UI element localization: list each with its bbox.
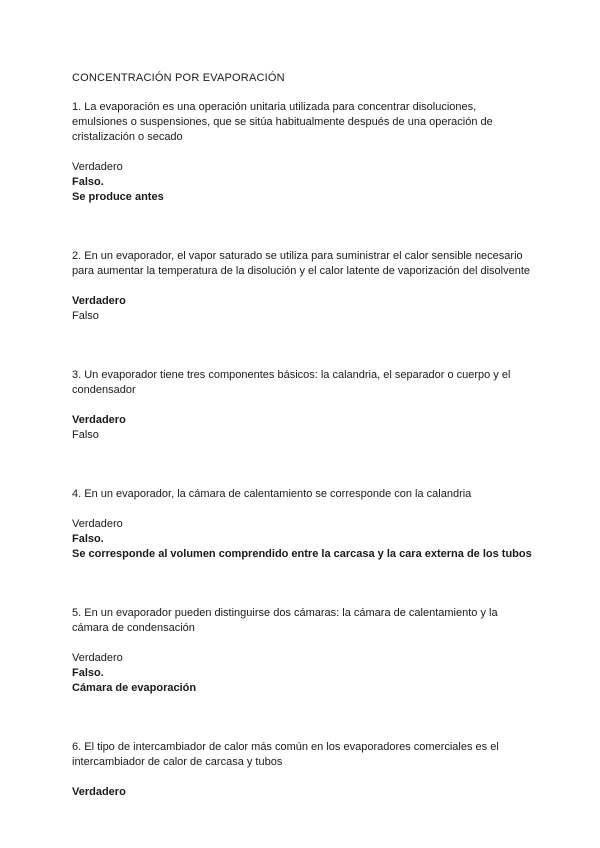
- option-true: Verdadero: [72, 652, 123, 664]
- question-6: [72, 740, 532, 800]
- question-1: [72, 100, 532, 205]
- question-2: [72, 249, 532, 324]
- question-text: 6. El tipo de intercambiador de calor más común en los evaporadores comerciales es el intercambiador de calor de carcasa y tubos: [72, 741, 499, 768]
- spacer: [72, 577, 532, 606]
- spacer: [72, 220, 532, 249]
- question-4: [72, 487, 532, 562]
- question-text: 3. Un evaporador tiene tres componentes básicos: la calandria, el separador o cuerpo y el condensador: [72, 369, 511, 396]
- spacer: [72, 711, 532, 740]
- option-true-answer: Verdadero: [72, 786, 126, 798]
- option-false-answer: Falso.: [72, 533, 104, 545]
- option-false: Falso: [72, 310, 99, 322]
- question-text: 4. En un evaporador, la cámara de calentamiento se corresponde con la calandria: [72, 488, 472, 500]
- document-page: [72, 71, 532, 815]
- question-text: 2. En un evaporador, el vapor saturado se utiliza para suministrar el calor sensible necesario para aumentar la temperatura de la disolución y el calor latente de vaporización del disolvente: [72, 250, 530, 277]
- spacer: [72, 339, 532, 368]
- option-false: Falso: [72, 429, 99, 441]
- answer-note: Se produce antes: [72, 191, 164, 203]
- option-true: Verdadero: [72, 518, 123, 530]
- option-true: Verdadero: [72, 161, 123, 173]
- question-5: [72, 606, 532, 696]
- question-text: 1. La evaporación es una operación unitaria utilizada para concentrar disoluciones, emulsiones o suspensiones, que se sitúa habitualmente después de una operación de cristalización o secado: [72, 101, 493, 143]
- option-true-answer: Verdadero: [72, 414, 126, 426]
- question-3: [72, 368, 532, 443]
- answer-note: Se corresponde al volumen comprendido entre la carcasa y la cara externa de los tubos: [72, 548, 532, 560]
- spacer: [72, 458, 532, 487]
- answer-note: Cámara de evaporación: [72, 682, 197, 694]
- question-text: 5. En un evaporador pueden distinguirse dos cámaras: la cámara de calentamiento y la cámara de condensación: [72, 607, 498, 634]
- document-title: CONCENTRACIÓN POR EVAPORACIÓN: [72, 72, 285, 84]
- option-false-answer: Falso.: [72, 667, 104, 679]
- option-true-answer: Verdadero: [72, 295, 126, 307]
- option-false-answer: Falso.: [72, 176, 104, 188]
